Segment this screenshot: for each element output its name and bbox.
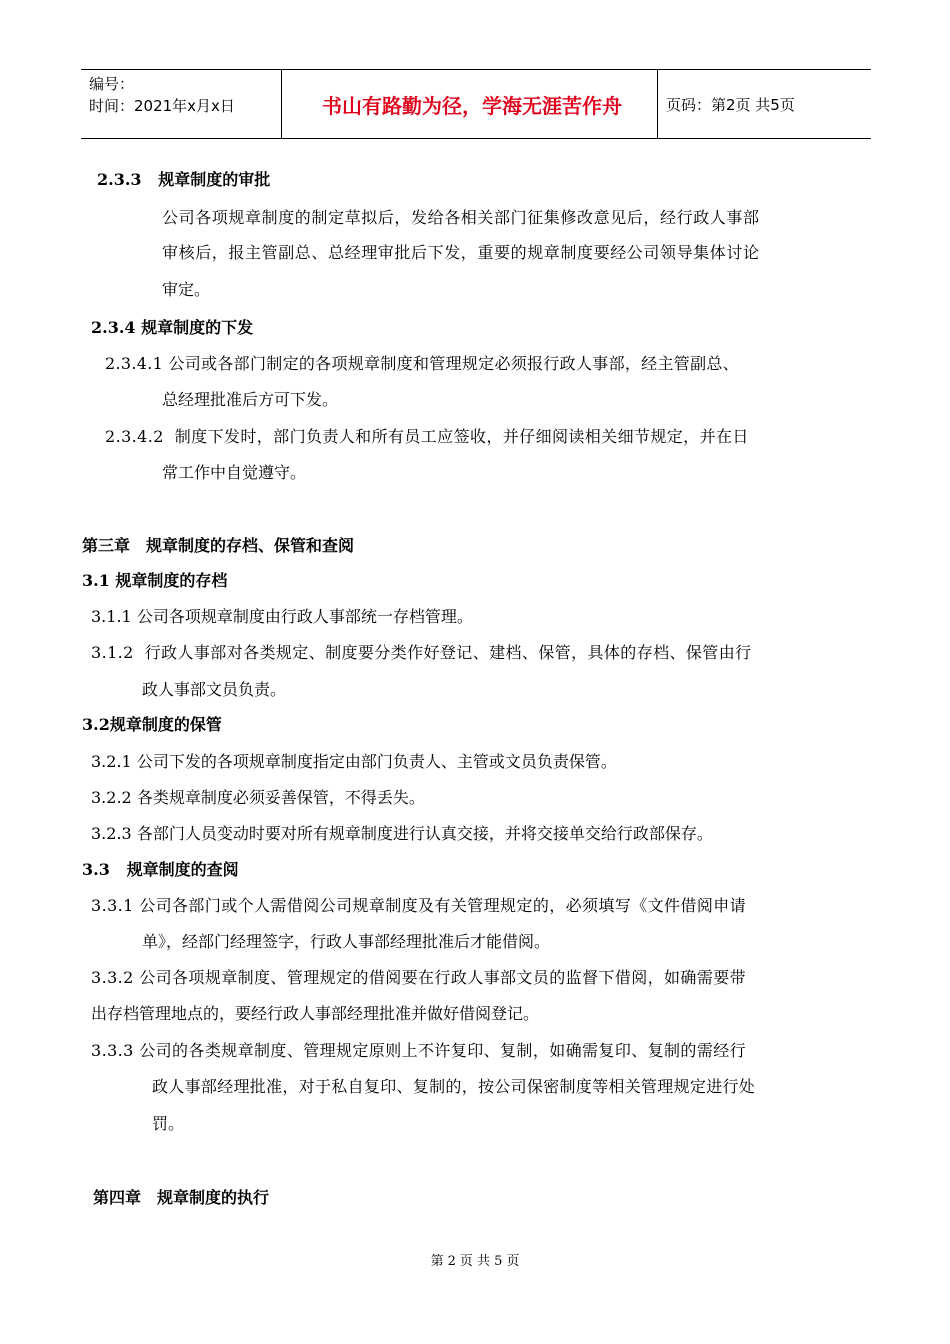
section-heading-2-3-4: 2.3.4 规章制度的下发 xyxy=(91,318,254,337)
clause-3-1-2: 3.1.2 行政人事部对各类规定、制度要分类作好登记、建档、保管，具体的存档、保管由行 xyxy=(91,643,752,662)
header-code-label: 编号： xyxy=(89,75,135,93)
clause-2-3-4-2: 2.3.4.2 制度下发时，部门负责人和所有员工应签收，并仔细阅读相关细节规定，并在日 xyxy=(105,427,749,446)
clause-3-3-1: 3.3.1 公司各部门或个人需借阅公司规章制度及有关管理规定的，必须填写《文件借阅申请 xyxy=(91,896,747,915)
header-page-info: 页码：第2页 共5页 xyxy=(666,95,795,114)
paragraph-line: 政人事部文员负责。 xyxy=(142,680,287,699)
header-divider xyxy=(657,70,658,138)
paragraph-line: 审核后，报主管副总、总经理审批后下发，重要的规章制度要经公司领导集体讨论 xyxy=(162,243,760,262)
footer-suffix: 页 xyxy=(506,1254,520,1269)
paragraph-line: 总经理批准后方可下发。 xyxy=(162,390,339,409)
clause-3-2-3: 3.2.3 各部门人员变动时要对所有规章制度进行认真交接，并将交接单交给行政部保存。 xyxy=(91,824,713,843)
paragraph-line: 审定。 xyxy=(162,280,211,299)
paragraph-line: 罚。 xyxy=(152,1114,185,1133)
chapter-heading-3: 第三章 规章制度的存档、保管和查阅 xyxy=(82,536,355,555)
section-heading-3-2: 3.2规章制度的保管 xyxy=(82,715,222,734)
paragraph-line: 出存档管理地点的，要经行政人事部经理批准并做好借阅登记。 xyxy=(91,1004,540,1023)
footer-prefix: 第 xyxy=(430,1254,444,1269)
clause-3-3-2: 3.3.2 公司各项规章制度、管理规定的借阅要在行政人事部文员的监督下借阅，如确需要带 xyxy=(91,968,747,987)
header-motto: 书山有路勤为径，学海无涯苦作舟 xyxy=(322,93,622,118)
paragraph-line: 公司各项规章制度的制定草拟后，发给各相关部门征集修改意见后，经行政人事部 xyxy=(162,208,760,227)
footer-mid: 页 共 xyxy=(459,1254,491,1269)
clause-3-3-3: 3.3.3 公司的各类规章制度、管理规定原则上不许复印、复制，如确需复印、复制的需经行 xyxy=(91,1041,747,1060)
paragraph-line: 常工作中自觉遵守。 xyxy=(162,463,307,482)
header-date: 时间：2021年x月x日 xyxy=(89,97,235,115)
paragraph-line: 政人事部经理批准，对于私自复印、复制的，按公司保密制度等相关管理规定进行处 xyxy=(152,1077,756,1096)
chapter-heading-4: 第四章 规章制度的执行 xyxy=(93,1188,270,1207)
clause-3-2-2: 3.2.2 各类规章制度必须妥善保管，不得丢失。 xyxy=(91,788,425,807)
section-heading-2-3-3: 2.3.3 规章制度的审批 xyxy=(97,170,271,189)
header-meta xyxy=(89,73,235,117)
section-heading-3-1: 3.1 规章制度的存档 xyxy=(82,571,228,590)
footer-page-number: 2 xyxy=(447,1254,456,1269)
page-header xyxy=(81,69,871,139)
clause-2-3-4-1: 2.3.4.1 公司或各部门制定的各项规章制度和管理规定必须报行政人事部，经主管副总、 xyxy=(105,354,739,373)
section-heading-3-3: 3.3 规章制度的查阅 xyxy=(82,860,239,879)
clause-3-1-1: 3.1.1 公司各项规章制度由行政人事部统一存档管理。 xyxy=(91,607,473,626)
footer-total-pages: 5 xyxy=(494,1254,503,1269)
page-footer xyxy=(0,1250,950,1269)
clause-3-2-1: 3.2.1 公司下发的各项规章制度指定由部门负责人、主管或文员负责保管。 xyxy=(91,752,617,771)
paragraph-line: 单》，经部门经理签字，行政人事部经理批准后才能借阅。 xyxy=(142,932,551,951)
header-divider xyxy=(281,70,282,138)
